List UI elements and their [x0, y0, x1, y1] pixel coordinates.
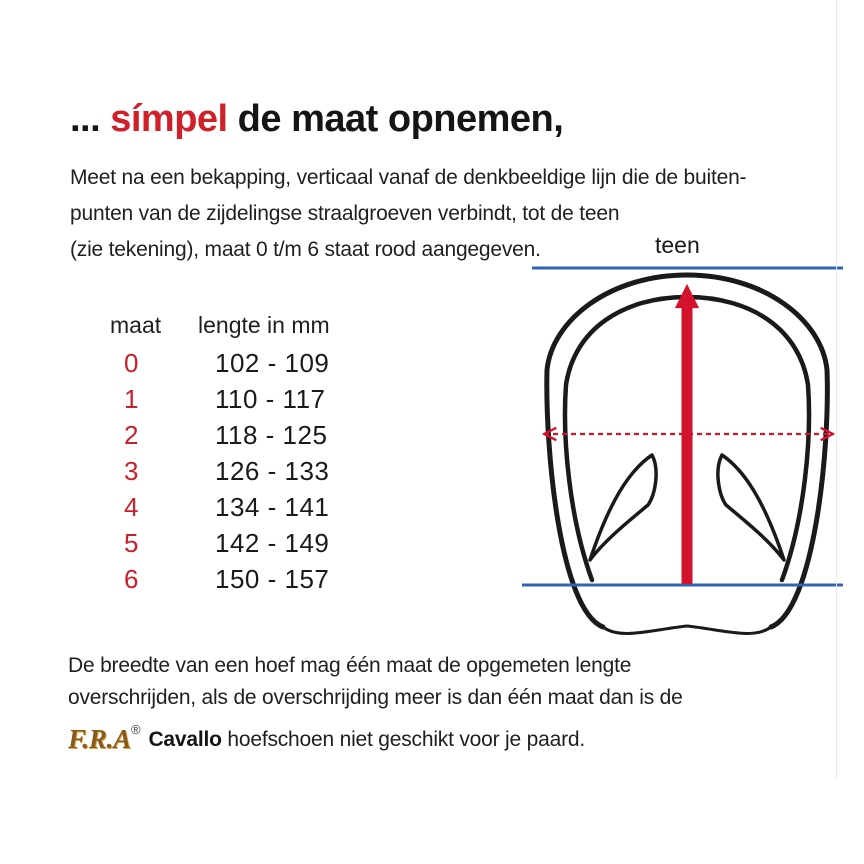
footer-line: De breedte van een hoef mag één maat de opgemeten lengte [68, 654, 632, 677]
footer-line: overschrijden, als de overschrijding meer is dan één maat dan is de [68, 686, 683, 709]
intro-line: (zie tekening), maat 0 t/m 6 staat rood aangegeven. [70, 238, 541, 261]
table-header-length: lengte in mm [198, 312, 330, 338]
registered-mark: ® [131, 722, 141, 737]
table-header-maat: maat [110, 312, 162, 338]
right-frog-groove [718, 455, 784, 560]
length-value: 118 - 125 [215, 420, 328, 450]
size-value: 3 [124, 456, 139, 486]
page-edge [836, 0, 837, 780]
footer-paragraph [68, 650, 683, 756]
length-value: 142 - 149 [215, 528, 330, 558]
intro-line: Meet na een bekapping, verticaal vanaf de denkbeeldige lijn die de buiten- [70, 166, 747, 189]
left-frog-groove [590, 455, 656, 560]
length-value: 150 - 157 [215, 564, 330, 594]
heading-rest: de maat opnemen, [227, 98, 564, 140]
heading-prefix: ... [70, 98, 111, 140]
length-value: 110 - 117 [215, 384, 326, 414]
footer-line-3 [68, 714, 683, 756]
teen-label: teen [655, 232, 700, 258]
heel-bulbs [603, 626, 771, 633]
footer-line-rest: hoefschoen niet geschikt voor je paard. [221, 728, 585, 751]
length-value: 102 - 109 [215, 348, 330, 378]
size-value: 4 [124, 492, 139, 522]
size-value: 5 [124, 528, 139, 558]
length-value: 126 - 133 [215, 456, 330, 486]
size-value: 6 [124, 564, 139, 594]
size-value: 2 [124, 420, 139, 450]
length-value: 134 - 141 [215, 492, 330, 522]
size-value: 1 [124, 384, 139, 414]
heading-accent: símpel [110, 98, 228, 140]
intro-line: punten van de zijdelingse straalgroeven verbindt, tot de teen [70, 202, 620, 225]
brand-name: Cavallo [148, 728, 222, 751]
size-value: 0 [124, 348, 139, 378]
fra-logo: F.R.A [68, 724, 132, 754]
